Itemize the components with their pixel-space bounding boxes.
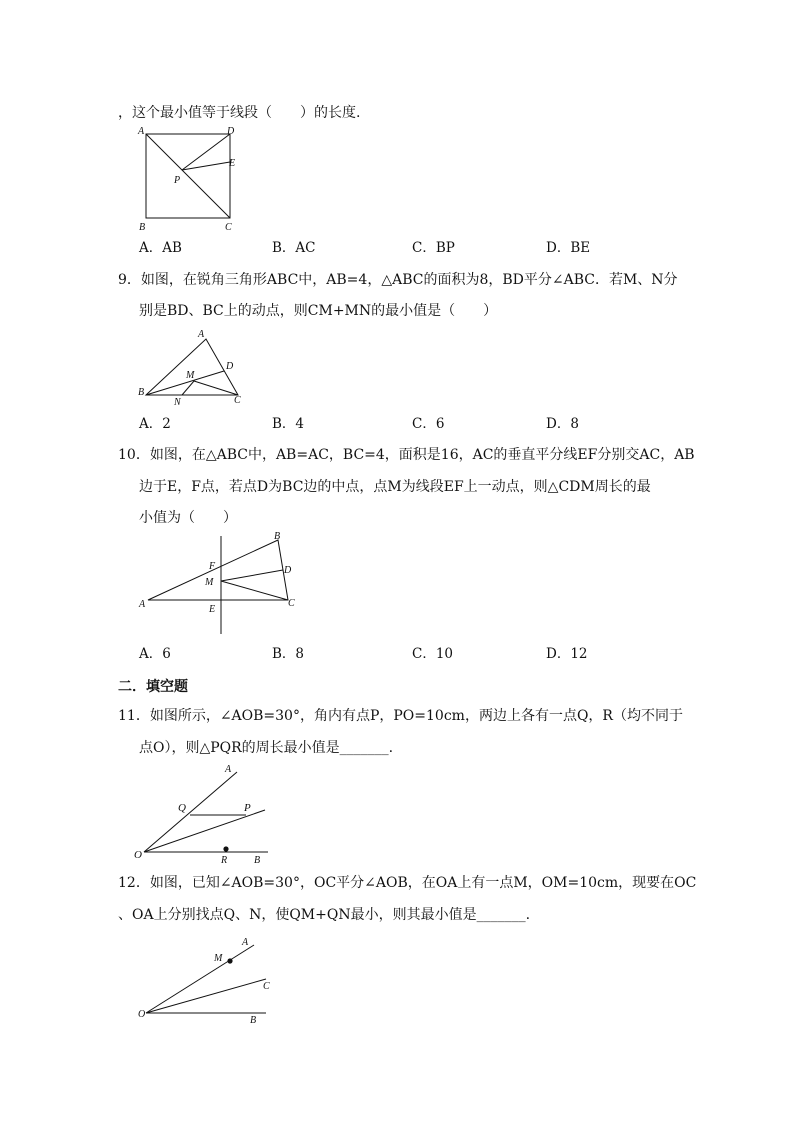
- q8-diagonal-ac: [146, 134, 230, 218]
- q9-label-m: M: [186, 370, 195, 381]
- q9-label-n: N: [174, 397, 181, 408]
- q10-text-line2: 边于E，F点，若点D为BC边的中点，点M为线段EF上一动点，则△CDM周长的最: [139, 479, 651, 495]
- q9-option-d[interactable]: D．8: [546, 416, 579, 432]
- q12-text-line2: 、OA上分别找点Q、N，使QM+QN最小，则其最小值是_______.: [118, 907, 531, 923]
- q10-segment-md: [221, 570, 283, 581]
- q9-option-c[interactable]: C．6: [412, 416, 445, 432]
- q9-label-a: A: [198, 329, 205, 340]
- q9-triangle: [146, 339, 238, 395]
- q8-segment-pe: [182, 162, 230, 170]
- q10-label-m: M: [205, 577, 214, 588]
- q11-label-r: R: [221, 855, 228, 866]
- q11-label-b: B: [254, 855, 261, 866]
- q10-label-d: D: [284, 565, 292, 576]
- q8-label-b: B: [139, 222, 146, 233]
- q8-option-d[interactable]: D．BE: [546, 240, 591, 256]
- q12-ray-oc: [146, 979, 266, 1013]
- q9-text-line2: 别是BD、BC上的动点，则CM+MN的最小值是（ ）: [139, 303, 498, 319]
- q10-segment-mc: [221, 581, 288, 600]
- q9-label-c: C: [234, 395, 241, 406]
- q8-option-a[interactable]: A．AB: [139, 240, 182, 256]
- q8-segment-pd: [182, 134, 230, 170]
- q11-label-a: A: [225, 764, 232, 775]
- q9-option-b[interactable]: B．4: [272, 416, 305, 432]
- q8-label-c: C: [225, 222, 232, 233]
- q8-option-b[interactable]: B．AC: [272, 240, 316, 256]
- q9-text-line1: 9．如图，在锐角三角形ABC中，AB=4，△ABC的面积为8，BD平分∠ABC．若M、N分: [118, 272, 678, 288]
- q12-label-b: B: [250, 1015, 257, 1026]
- q11-label-q: Q: [178, 802, 186, 814]
- q8-label-p: P: [174, 175, 181, 186]
- q8-text-tail: ，这个最小值等于线段（ ）的长度.: [118, 105, 361, 121]
- q10-text-line3: 小值为（ ）: [139, 510, 237, 526]
- q11-label-p: P: [244, 802, 251, 814]
- q8-label-e: E: [229, 158, 236, 169]
- q11-figure: [132, 760, 277, 870]
- q9-label-b: B: [138, 387, 145, 398]
- q11-ray-op: [144, 810, 265, 852]
- q12-text-line1: 12．如图，已知∠AOB=30°，OC平分∠AOB，在OA上有一点M，OM=10cm，现要在OC: [118, 875, 697, 891]
- q8-label-a: A: [138, 126, 145, 137]
- q10-label-a: A: [139, 599, 146, 610]
- q9-figure: [136, 325, 256, 410]
- q10-text-line1: 10．如图，在△ABC中，AB=AC，BC=4，面积是16，AC的垂直平分线EF分别交AC，AB: [118, 447, 695, 463]
- q10-triangle: [148, 540, 288, 600]
- q10-option-b[interactable]: B．8: [272, 646, 305, 662]
- q10-option-c[interactable]: C．10: [412, 646, 454, 662]
- q11-text-line1: 11．如图所示，∠AOB=30°，角内有点P，PO=10cm，两边上各有一点Q，R（均不同于: [118, 708, 683, 724]
- q12-label-o: O: [138, 1009, 146, 1020]
- q8-option-c[interactable]: C．BP: [412, 240, 455, 256]
- q12-label-a: A: [242, 937, 249, 948]
- q10-option-d[interactable]: D．12: [546, 646, 588, 662]
- q9-option-a[interactable]: A．2: [139, 416, 171, 432]
- q11-text-line2: 点O），则△PQR的周长最小值是_______.: [139, 740, 394, 756]
- q12-point-m: [227, 958, 232, 963]
- q8-label-d: D: [227, 126, 235, 137]
- q11-label-o: O: [134, 849, 142, 861]
- q12-ray-oa: [146, 945, 254, 1013]
- q10-figure: [136, 530, 316, 640]
- q10-label-c: C: [288, 598, 295, 609]
- q11-ray-oa: [144, 772, 237, 852]
- q10-label-e: E: [209, 604, 216, 615]
- q10-label-b: B: [274, 531, 281, 542]
- q12-label-c: C: [263, 981, 270, 992]
- section-title-fill-in: 二．填空题: [118, 679, 188, 695]
- q11-point-r: [223, 846, 228, 851]
- q10-label-f: F: [209, 561, 216, 572]
- q12-figure: [134, 935, 279, 1030]
- q12-label-m: M: [214, 953, 223, 964]
- q8-figure: [130, 124, 250, 236]
- q9-label-d: D: [226, 361, 234, 372]
- q10-option-a[interactable]: A．6: [139, 646, 171, 662]
